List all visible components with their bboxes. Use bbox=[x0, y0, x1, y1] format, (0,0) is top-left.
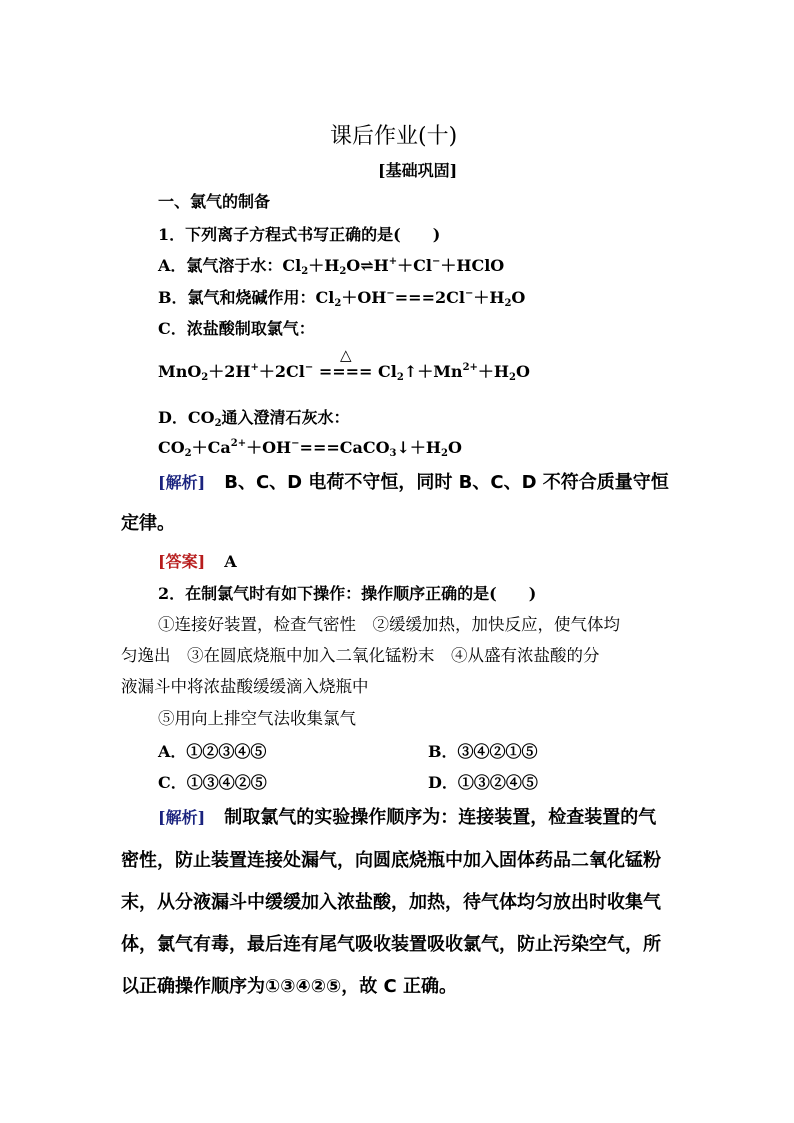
q2-analysis-line-1 bbox=[158, 808, 656, 828]
section-subtitle: [基础巩固] bbox=[378, 161, 458, 180]
analysis-text: B、C、D 电荷不守恒，同时 B、C、D 不符合质量守恒 bbox=[224, 472, 669, 493]
sub: 2 bbox=[214, 418, 222, 429]
q2-analysis-line-2: 密性，防止装置连接处漏气，向圆底烧瓶中加入固体药品二氧化锰粉 bbox=[121, 850, 661, 871]
sup: 2+ bbox=[230, 438, 247, 449]
question-1-stem: 1．下列离子方程式书写正确的是( ) bbox=[158, 225, 441, 244]
q1-option-c: C．浓盐酸制取氯气： bbox=[158, 319, 315, 338]
text: 通入澄清石灰水： bbox=[221, 408, 350, 427]
text: O⇌H bbox=[346, 256, 389, 275]
analysis-tag: [解析] bbox=[158, 808, 206, 827]
q2-steps-line-1: ①连接好装置，检查气密性 ②缓缓加热，加快反应，使气体均 bbox=[158, 615, 620, 634]
text: ＋HClO bbox=[440, 256, 505, 275]
q2-analysis-line-4: 体，氯气有毒，最后连有尾气吸收装置吸收氯气，防止污染空气，所 bbox=[121, 934, 661, 955]
sup: 2+ bbox=[462, 362, 478, 373]
text: ＋2Cl bbox=[258, 362, 305, 381]
sub: 3 bbox=[389, 448, 397, 459]
text: ↑＋Mn bbox=[403, 362, 463, 381]
answer-value: A bbox=[224, 552, 237, 571]
text: ＋H bbox=[473, 288, 505, 307]
text: O bbox=[511, 288, 526, 307]
sub: 2 bbox=[441, 448, 449, 459]
sub: 2 bbox=[184, 448, 192, 459]
q2-steps-line-3: 液漏斗中将浓盐酸缓缓滴入烧瓶中 bbox=[121, 677, 369, 696]
text: ＋H bbox=[308, 256, 340, 275]
q1-option-d bbox=[158, 408, 350, 428]
text: ＋2H bbox=[208, 362, 251, 381]
sub: 2 bbox=[339, 266, 347, 277]
text: D．CO bbox=[158, 408, 215, 427]
q1-analysis-line-1 bbox=[158, 473, 669, 493]
text: ＋Ca bbox=[191, 438, 231, 457]
sub: 2 bbox=[509, 372, 517, 383]
sub: 2 bbox=[301, 266, 309, 277]
analysis-tag: [解析] bbox=[158, 473, 206, 492]
q1-answer bbox=[158, 552, 237, 572]
sub: 2 bbox=[334, 298, 342, 309]
text: CO bbox=[158, 438, 185, 457]
q1-analysis-line-2: 定律。 bbox=[121, 513, 175, 534]
sup: − bbox=[431, 256, 441, 267]
text: MnO bbox=[158, 362, 202, 381]
q2-steps-line-4: ⑤用向上排空气法收集氯气 bbox=[158, 709, 356, 728]
q2-option-a: A．①②③④⑤ bbox=[158, 742, 267, 761]
text: ===2Cl bbox=[394, 288, 465, 307]
section-heading: 一、氯气的制备 bbox=[158, 192, 271, 211]
page-title: 课后作业(十) bbox=[330, 124, 458, 149]
text: ==== bbox=[318, 362, 373, 381]
q2-steps-line-2: 匀逸出 ③在圆底烧瓶中加入二氧化锰粉末 ④从盛有浓盐酸的分 bbox=[121, 646, 600, 665]
analysis-text: 制取氯气的实验操作顺序为：连接装置，检查装置的气 bbox=[224, 807, 657, 828]
sup: + bbox=[250, 362, 259, 373]
text: ↓＋H bbox=[396, 438, 442, 457]
sup: − bbox=[304, 362, 314, 373]
answer-tag: [答案] bbox=[158, 552, 206, 571]
text: ＋OH bbox=[341, 288, 387, 307]
q1-option-d-equation bbox=[158, 438, 462, 458]
sup: − bbox=[386, 288, 395, 299]
q1-option-b bbox=[158, 288, 525, 308]
q2-option-d: D．①③②④⑤ bbox=[428, 773, 538, 792]
text: ＋OH bbox=[246, 438, 292, 457]
text: O bbox=[448, 438, 462, 457]
sub: 2 bbox=[396, 372, 404, 383]
text: B．氯气和烧碱作用：Cl bbox=[158, 288, 335, 307]
text: Cl bbox=[372, 362, 397, 381]
q2-analysis-line-3: 末，从分液漏斗中缓缓加入浓盐酸，加热，待气体均匀放出时收集气 bbox=[121, 892, 661, 913]
text: ＋H bbox=[477, 362, 510, 381]
q2-option-c: C．①③④②⑤ bbox=[158, 773, 267, 792]
text: A．氯气溶于水：Cl bbox=[158, 256, 302, 275]
q2-analysis-line-5: 以正确操作顺序为①③④②⑤，故 C 正确。 bbox=[121, 976, 457, 997]
q1-option-a bbox=[158, 256, 504, 276]
text: ＋Cl bbox=[397, 256, 432, 275]
sup: − bbox=[464, 288, 474, 299]
q1-option-c-equation bbox=[158, 362, 530, 382]
text: O bbox=[516, 362, 530, 381]
q2-option-b: B．③④②①⑤ bbox=[428, 742, 538, 761]
text: ===CaCO bbox=[299, 438, 390, 457]
sup: + bbox=[388, 256, 398, 267]
sup: − bbox=[291, 438, 300, 449]
question-2-stem: 2．在制氯气时有如下操作：操作顺序正确的是( ) bbox=[158, 584, 537, 603]
heat-triangle-icon: △ bbox=[340, 346, 352, 364]
sub: 2 bbox=[201, 372, 209, 383]
sub: 2 bbox=[504, 298, 512, 309]
